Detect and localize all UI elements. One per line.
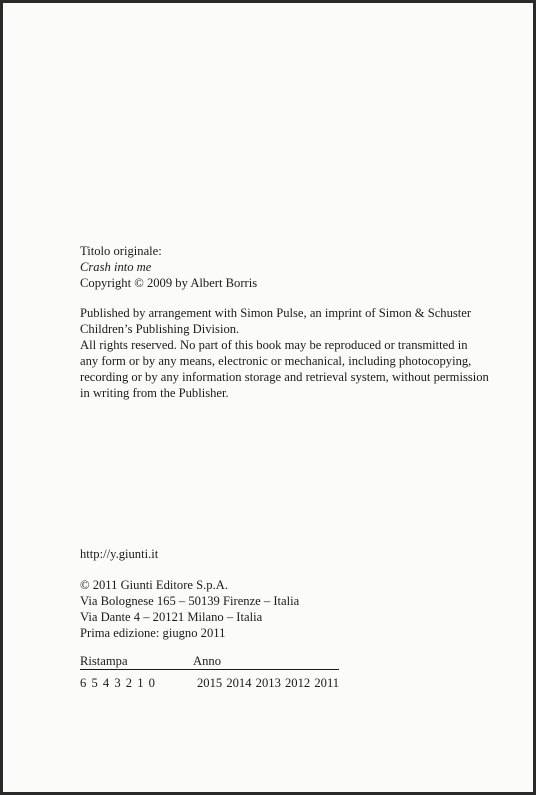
rights-line: All rights reserved. No part of this book may be reproduced or transmitted in [80, 338, 468, 352]
original-copyright: Copyright © 2009 by Albert Borris [80, 276, 258, 290]
copyright-page [3, 3, 533, 792]
original-title: Crash into me [80, 260, 152, 274]
website-link[interactable]: http://y.giunti.it [80, 547, 159, 561]
table-rule [80, 669, 339, 670]
rights-line: any form or by any means, electronic or mechanical, including photocopying, [80, 354, 472, 368]
first-edition: Prima edizione: giugno 2011 [80, 626, 226, 640]
rights-line: recording or by any information storage and retrieval system, without permission [80, 370, 489, 384]
publisher-address-milano: Via Dante 4 – 20121 Milano – Italia [80, 610, 263, 624]
original-title-label: Titolo originale: [80, 244, 162, 258]
rights-line: in writing from the Publisher. [80, 386, 229, 400]
anno-label: Anno [193, 654, 221, 668]
ristampa-label: Ristampa [80, 654, 128, 668]
publisher-address-firenze: Via Bolognese 165 – 50139 Firenze – Italia [80, 594, 300, 608]
rights-line: Published by arrangement with Simon Pulse, an imprint of Simon & Schuster [80, 306, 472, 320]
anno-values: 2015 2014 2013 2012 2011 [197, 676, 340, 690]
rights-line: Children’s Publishing Division. [80, 322, 240, 336]
rights-notice [80, 305, 489, 401]
publisher-copyright: © 2011 Giunti Editore S.p.A. [80, 578, 228, 592]
ristampa-values: 6 5 4 3 2 1 0 [80, 676, 155, 690]
